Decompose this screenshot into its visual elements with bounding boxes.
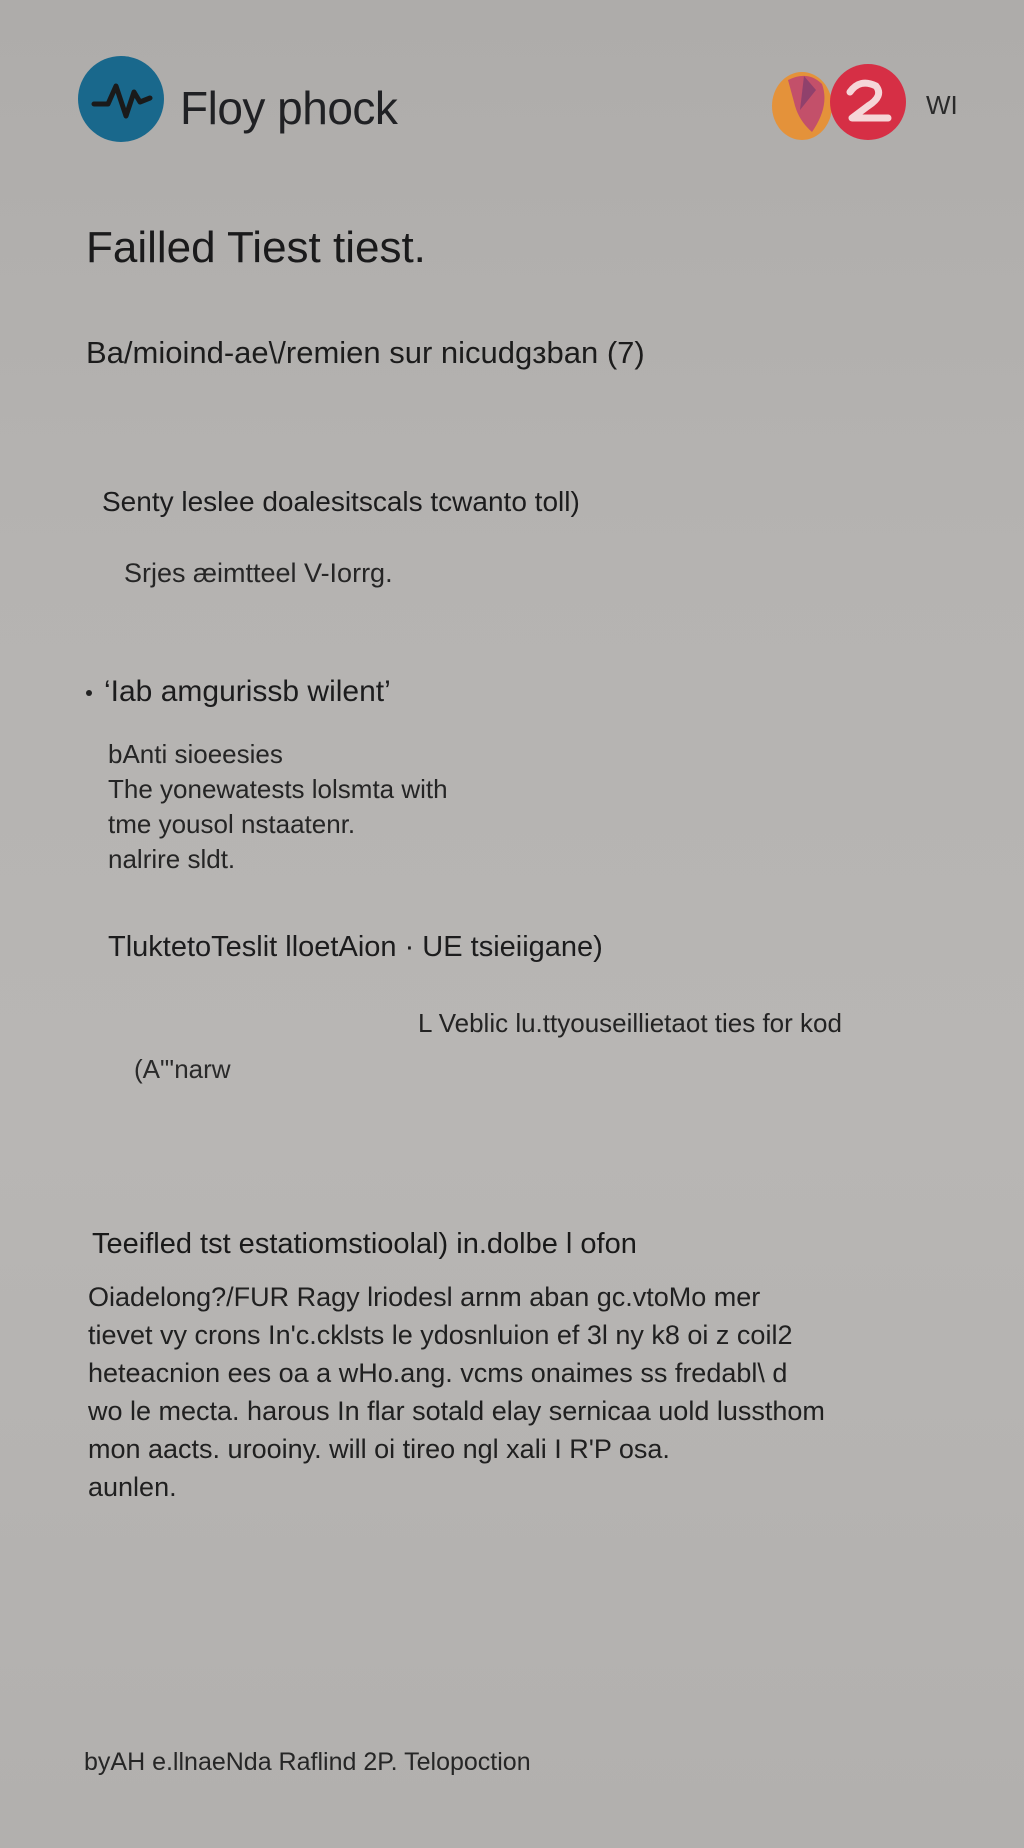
paragraph-line: tievet vy crons In'c.cklsts le ydosnluion ef 3l ny k8 oi z coil2	[88, 1320, 793, 1350]
bullet-line: tme yousol nstaatenr.	[108, 809, 356, 839]
partner-logo	[764, 62, 914, 144]
bullet-marker	[86, 690, 92, 696]
paragraph-body	[88, 1278, 825, 1506]
brand-name: Floy phock	[180, 82, 398, 134]
paragraph-line: aunlen.	[88, 1472, 177, 1502]
note-left: (Α"'narw	[134, 1054, 231, 1084]
brand-logo	[78, 56, 164, 142]
paragraph-line: Oiadelong?/FUR Ragy lriodesl arnm aban gc.vtoMo mer	[88, 1282, 761, 1312]
bullet-details	[108, 737, 448, 877]
paragraph-heading: Teeifled tst estatiomstioolal) in.dolbe l ofon	[92, 1228, 637, 1260]
paragraph-line: wo le mecta. harous In flar sotald elay sernicaa uold lussthom	[88, 1396, 825, 1426]
secondary-heading: TluktetoTeslit lloetAion · UE tsieiigane)	[108, 931, 603, 963]
page-title: Failled Tiest tiest.	[86, 223, 426, 272]
pulse-icon	[78, 56, 164, 142]
bullet-line: The yonewatests lolsmta with	[108, 774, 448, 804]
section-heading: Senty leslee doalesitscals tcwanto toll)	[102, 486, 580, 517]
bullet-item: ‘Iab amgurissb wilent’	[104, 675, 391, 708]
bullet-line: bAnti sioeesies	[108, 739, 283, 769]
bullet-line: nalrire sldt.	[108, 844, 236, 874]
footer-credit: byAH e.llnaeNda Raflind 2P. Telopoction	[84, 1748, 531, 1776]
partner-badge-icon	[764, 62, 914, 144]
partner-text: WI	[926, 90, 958, 120]
note-right: L Veblic lu.ttyouseillietaot ties for kod	[418, 1008, 842, 1038]
section-subtext: Srjes æimtteel V-Iorrg.	[124, 558, 393, 588]
paragraph-line: heteacnion ees oa a wHo.ang. vcms onaimes ss fredabl\ d	[88, 1358, 788, 1388]
paragraph-line: mon aacts. urooiny. will oi tireo ngl xali I R'P osa.	[88, 1434, 670, 1464]
subtitle: Ba/mioind-ae\/remien sur nicudgзban (7)	[86, 335, 645, 370]
